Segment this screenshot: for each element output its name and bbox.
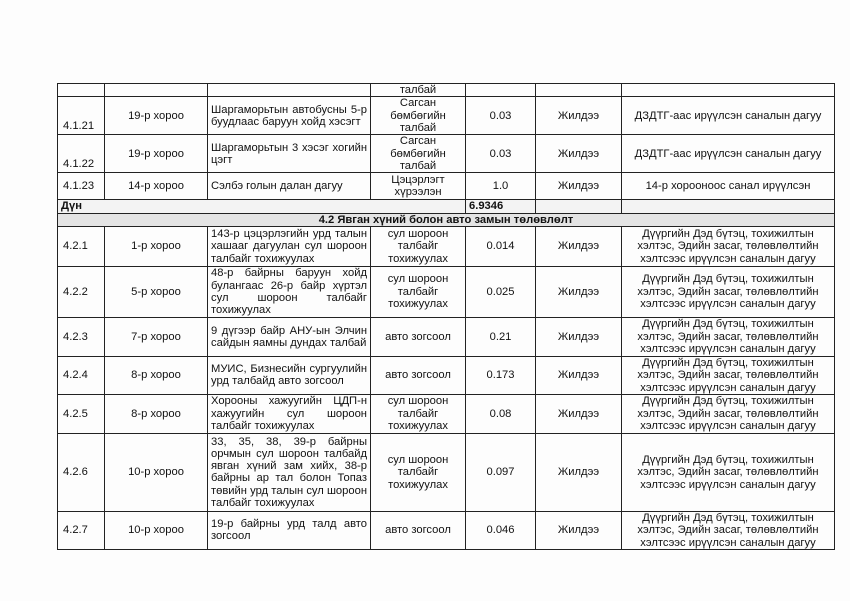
value-cell: 0.014 <box>466 226 536 266</box>
location-cell: 19-р байрны урд талд авто зогсоол <box>208 511 371 549</box>
type-cell: авто зогсоол <box>371 317 466 356</box>
value-cell: 1.0 <box>466 173 536 200</box>
source-cell: Дүүргийн Дэд бүтэц, тохижилтын хэлтэс, Эдийн засаг, төлөвлөлтийн хэлтсээс ирүүлсэн саналын дагуу <box>622 433 835 511</box>
row-number: 4.1.23 <box>58 173 105 200</box>
category-cell: Жилдээ <box>536 173 622 200</box>
table-row <box>58 266 835 317</box>
location-cell: 33, 35, 38, 39-р байрны орчмын сул шороон талбайд явган хүний зам хийх, 38-р байрны ар тал болон Топаз төвийн урд талын сул шороон талбайг тохижуулах <box>208 433 371 511</box>
location-cell: 9 дүгээр байр АНУ-ын Элчин сайдын яамны дундах талбай <box>208 317 371 356</box>
type-cell: авто зогсоол <box>371 356 466 394</box>
location-cell: Сэлбэ голын далан дагуу <box>208 173 371 200</box>
khoroo-cell: 10-р хороо <box>105 433 208 511</box>
khoroo-cell: 1-р хороо <box>105 226 208 266</box>
plan-table <box>57 83 835 550</box>
table-row <box>58 173 835 200</box>
value-cell: 0.046 <box>466 511 536 549</box>
type-cell: сул шороон талбайг тохижуулах <box>371 433 466 511</box>
row-number: 4.2.7 <box>58 511 105 549</box>
table-row <box>58 226 835 266</box>
source-cell: Дүүргийн Дэд бүтэц, тохижилтын хэлтэс, Эдийн засаг, төлөвлөлтийн хэлтсээс ирүүлсэн саналын дагуу <box>622 226 835 266</box>
row-number: 4.1.21 <box>58 97 105 135</box>
value-cell: 0.03 <box>466 135 536 173</box>
type-cell: Сагсан бөмбөгийн талбай <box>371 135 466 173</box>
table-row <box>58 433 835 511</box>
row-number: 4.2.1 <box>58 226 105 266</box>
table-row <box>58 97 835 135</box>
category-cell: Жилдээ <box>536 226 622 266</box>
value-cell: 0.21 <box>466 317 536 356</box>
category-cell: Жилдээ <box>536 317 622 356</box>
table-row <box>58 317 835 356</box>
section-title: 4.2 Явган хүний болон авто замын төлөвлөлт <box>58 213 835 226</box>
khoroo-cell: 19-р хороо <box>105 97 208 135</box>
source-cell: Дүүргийн Дэд бүтэц, тохижилтын хэлтэс, Эдийн засаг, төлөвлөлтийн хэлтсээс ирүүлсэн саналын дагуу <box>622 511 835 549</box>
total-label: Дүн <box>58 200 466 213</box>
khoroo-cell: 19-р хороо <box>105 135 208 173</box>
khoroo-cell: 7-р хороо <box>105 317 208 356</box>
location-cell: 143-р цэцэрлэгийн урд талын хашааг дагуулан сул шороон талбайг тохижуулах <box>208 226 371 266</box>
category-cell: Жилдээ <box>536 356 622 394</box>
khoroo-cell: 8-р хороо <box>105 394 208 433</box>
source-cell: Дүүргийн Дэд бүтэц, тохижилтын хэлтэс, Эдийн засаг, төлөвлөлтийн хэлтсээс ирүүлсэн саналын дагуу <box>622 394 835 433</box>
source-cell: Дүүргийн Дэд бүтэц, тохижилтын хэлтэс, Эдийн засаг, төлөвлөлтийн хэлтсээс ирүүлсэн саналын дагуу <box>622 317 835 356</box>
row-number: 4.2.4 <box>58 356 105 394</box>
row-number: 4.2.6 <box>58 433 105 511</box>
source-cell: Дүүргийн Дэд бүтэц, тохижилтын хэлтэс, Эдийн засаг, төлөвлөлтийн хэлтсээс ирүүлсэн саналын дагуу <box>622 356 835 394</box>
source-cell: ДЗДТГ-аас ирүүлсэн саналын дагуу <box>622 135 835 173</box>
table-row <box>58 394 835 433</box>
row-number: 4.2.2 <box>58 266 105 317</box>
category-cell: Жилдээ <box>536 97 622 135</box>
row-number: 4.2.5 <box>58 394 105 433</box>
source-cell: ДЗДТГ-аас ирүүлсэн саналын дагуу <box>622 97 835 135</box>
value-cell: 0.097 <box>466 433 536 511</box>
type-cell: авто зогсоол <box>371 511 466 549</box>
value-cell: 0.025 <box>466 266 536 317</box>
category-cell: Жилдээ <box>536 511 622 549</box>
section-header-row <box>58 213 835 226</box>
type-cell: Цэцэрлэгт хүрээлэн <box>371 173 466 200</box>
table-row <box>58 135 835 173</box>
location-cell: МУИС, Бизнесийн сургуулийн урд талбайд авто зогсоол <box>208 356 371 394</box>
category-cell: Жилдээ <box>536 433 622 511</box>
table-row <box>58 356 835 394</box>
table-row <box>58 84 835 97</box>
type-cell: сул шороон талбайг тохижуулах <box>371 266 466 317</box>
value-cell: 0.03 <box>466 97 536 135</box>
source-cell: Дүүргийн Дэд бүтэц, тохижилтын хэлтэс, Эдийн засаг, төлөвлөлтийн хэлтсээс ирүүлсэн саналын дагуу <box>622 266 835 317</box>
category-cell: Жилдээ <box>536 266 622 317</box>
row-number: 4.1.22 <box>58 135 105 173</box>
location-cell: Шаргаморьтын 3 хэсэг хогийн цэгт <box>208 135 371 173</box>
khoroo-cell: 10-р хороо <box>105 511 208 549</box>
total-row <box>58 200 835 213</box>
type-cell: Сагсан бөмбөгийн талбай <box>371 97 466 135</box>
row-number: 4.2.3 <box>58 317 105 356</box>
location-cell: 48-р байрны баруун хойд булангаас 26-р байр хүртэл сул шороон талбайг тохижуулах <box>208 266 371 317</box>
value-cell: 0.08 <box>466 394 536 433</box>
value-cell: 0.173 <box>466 356 536 394</box>
type-cell: сул шороон талбайг тохижуулах <box>371 226 466 266</box>
table-row <box>58 511 835 549</box>
khoroo-cell: 5-р хороо <box>105 266 208 317</box>
source-cell: 14-р хорооноос санал ирүүлсэн <box>622 173 835 200</box>
category-cell: Жилдээ <box>536 135 622 173</box>
category-cell: Жилдээ <box>536 394 622 433</box>
location-cell: Хорооны хажуугийн ЦДП-н хажуугийн сул шороон талбайг тохижуулах <box>208 394 371 433</box>
location-cell: Шаргаморьтын автобусны 5-р буудлаас баруун хойд хэсэгт <box>208 97 371 135</box>
type-cell: талбай <box>371 84 466 97</box>
khoroo-cell: 8-р хороо <box>105 356 208 394</box>
khoroo-cell: 14-р хороо <box>105 173 208 200</box>
total-value: 6.9346 <box>466 200 536 213</box>
type-cell: сул шороон талбайг тохижуулах <box>371 394 466 433</box>
